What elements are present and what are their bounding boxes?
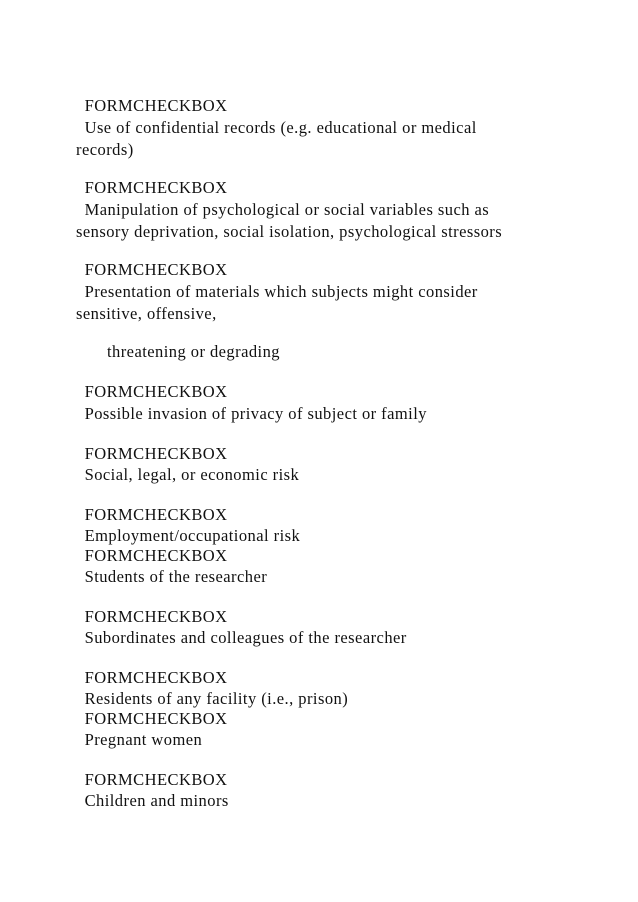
form-checkbox-field-code: FORMCHECKBOX xyxy=(80,178,233,197)
checklist-item-text: Students of the researcher xyxy=(80,567,268,586)
checklist-item-text: sensory deprivation, social isolation, psychological stressors xyxy=(76,222,503,241)
checklist-item-text: Residents of any facility (i.e., prison) xyxy=(80,689,349,708)
checklist-item-text: Possible invasion of privacy of subject or family xyxy=(80,404,427,423)
checklist-item-text: Social, legal, or economic risk xyxy=(80,465,300,484)
form-checkbox-field-code: FORMCHECKBOX xyxy=(80,546,233,565)
checklist-item-text: records) xyxy=(76,140,134,159)
form-checkbox-field-code: FORMCHECKBOX xyxy=(80,709,233,728)
checklist-item-text: sensitive, offensive, xyxy=(76,304,217,323)
form-checkbox-field-code: FORMCHECKBOX xyxy=(80,668,233,687)
form-checkbox-field-code: FORMCHECKBOX xyxy=(80,607,233,626)
checklist-item-text: Use of confidential records (e.g. educational or medical xyxy=(80,118,477,137)
form-checkbox-field-code: FORMCHECKBOX xyxy=(80,770,233,789)
checklist-item-text: Subordinates and colleagues of the researcher xyxy=(80,628,407,647)
checklist-item-text: Pregnant women xyxy=(80,730,203,749)
form-checkbox-field-code: FORMCHECKBOX xyxy=(80,96,233,115)
checklist-item-text: Presentation of materials which subjects might consider xyxy=(80,282,478,301)
checklist-item-text: Employment/occupational risk xyxy=(80,526,301,545)
form-checkbox-field-code: FORMCHECKBOX xyxy=(80,260,233,279)
checklist-item-text: Children and minors xyxy=(80,791,229,810)
form-checkbox-field-code: FORMCHECKBOX xyxy=(80,505,233,524)
form-checkbox-field-code: FORMCHECKBOX xyxy=(80,382,233,401)
form-checkbox-field-code: FORMCHECKBOX xyxy=(80,444,233,463)
checklist-item-text: threatening or degrading xyxy=(107,342,280,361)
checklist-item-text: Manipulation of psychological or social variables such as xyxy=(80,200,490,219)
